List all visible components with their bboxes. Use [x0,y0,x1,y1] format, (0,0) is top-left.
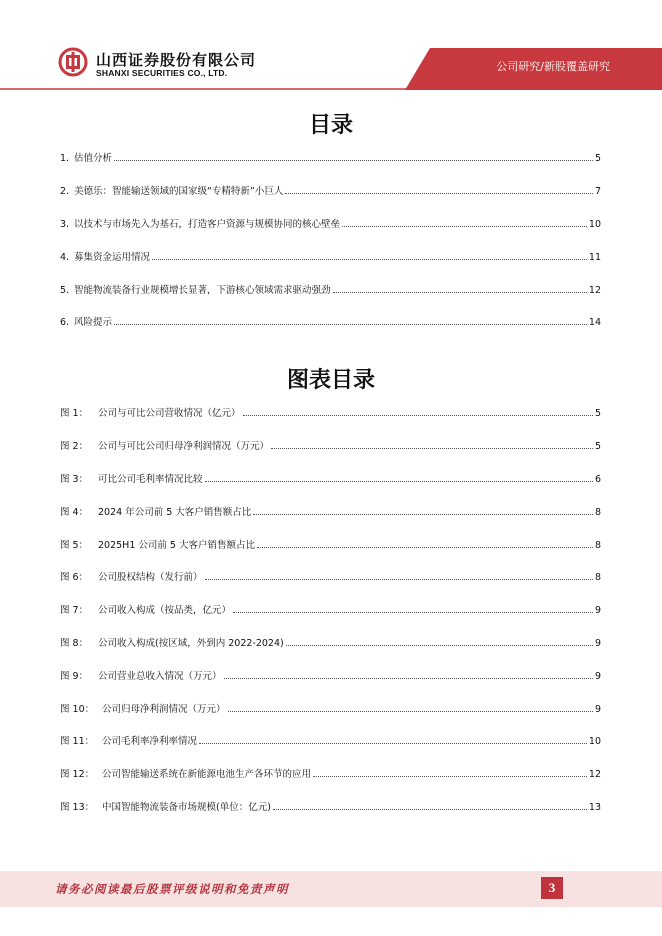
toc-item-number: 2. [60,186,70,197]
dot-leader [205,578,593,580]
figure-item-page: 13 [588,802,601,813]
figure-item-number: 图 9： [60,671,89,682]
page-number: 3 [541,877,563,899]
toc-item-number: 4. [60,252,70,263]
dot-leader [313,775,587,777]
figure-item-number: 图 12： [60,769,95,780]
dot-leader [257,546,593,548]
figure-item-label: 公司与可比公司营收情况（亿元） [98,408,241,419]
toc-item-page: 5 [594,153,601,164]
figure-item-page: 10 [588,736,601,747]
toc-item-2[interactable] [60,183,601,197]
company-name-en: SHANXI SECURITIES CO., LTD. [96,68,228,78]
figure-item-page: 9 [594,671,601,682]
figure-item-7[interactable] [60,602,601,616]
toc-item-label: 以技术与市场先入为基石，打造客户资源与规模协同的核心壁垒 [74,219,341,230]
toc-item-1[interactable] [60,150,601,164]
toc-item-number: 5. [60,285,70,296]
figures-title: 图表目录 [286,367,375,393]
report-type-label: 公司研究/新股覆盖研究 [496,60,610,73]
figure-item-number: 图 5： [60,540,89,551]
dot-leader [286,644,593,646]
toc-item-page: 12 [588,285,601,296]
dot-leader [205,480,593,482]
figure-item-page: 8 [594,540,601,551]
toc-item-6[interactable] [60,314,601,328]
figure-item-page: 8 [594,572,601,583]
figure-item-6[interactable] [60,569,601,583]
figure-item-11[interactable] [60,733,601,747]
figure-item-page: 9 [594,605,601,616]
toc-item-label: 美德乐：智能输送领域的国家级“专精特新”小巨人 [74,186,284,197]
dot-leader [342,225,587,227]
figure-item-page: 6 [594,474,601,485]
figure-item-number: 图 7： [60,605,89,616]
toc-item-label: 风险提示 [74,317,113,328]
figure-item-label: 公司与可比公司归母净利润情况（万元） [98,441,270,452]
company-logo-icon [58,47,88,77]
dot-leader [228,710,593,712]
figure-item-label: 公司归母净利润情况（万元） [102,704,226,715]
toc-item-5[interactable] [60,282,601,296]
figure-item-label: 公司智能输送系统在新能源电池生产各环节的应用 [102,769,312,780]
figure-item-8[interactable] [60,635,601,649]
figure-item-label: 可比公司毛利率情况比较 [98,474,203,485]
toc-item-page: 10 [588,219,601,230]
figure-item-1[interactable] [60,405,601,419]
toc-item-number: 6. [60,317,70,328]
toc-item-page: 11 [588,252,601,263]
disclaimer-notice: 请务必阅读最后股票评级说明和免责声明 [55,882,289,896]
figure-item-number: 图 10： [60,704,95,715]
toc-item-label: 估值分析 [74,153,113,164]
toc-item-label: 智能物流装备行业规模增长显著，下游核心领域需求驱动强劲 [74,285,331,296]
figure-item-label: 公司收入构成(按区域，外到内 2022-2024) [98,638,284,649]
figure-item-number: 图 8： [60,638,89,649]
figure-item-10[interactable] [60,701,601,715]
figure-item-number: 图 1： [60,408,89,419]
figure-item-label: 2025H1 公司前 5 大客户销售额占比 [98,540,255,551]
figure-item-number: 图 11： [60,736,95,747]
dot-leader [152,258,587,260]
company-name-cn: 山西证券股份有限公司 [96,51,257,69]
figure-item-number: 图 13： [60,802,95,813]
figure-item-label: 公司营业总收入情况（万元） [98,671,222,682]
figure-item-4[interactable] [60,504,601,518]
figure-item-label: 2024 年公司前 5 大客户销售额占比 [98,507,252,518]
dot-leader [271,447,593,449]
figure-item-number: 图 6： [60,572,89,583]
figure-item-5[interactable] [60,537,601,551]
figure-item-page: 5 [594,441,601,452]
figure-item-number: 图 3： [60,474,89,485]
toc-item-page: 7 [594,186,601,197]
dot-leader [233,611,593,613]
dot-leader [253,513,593,515]
page-footer [0,871,662,907]
figure-item-3[interactable] [60,471,601,485]
figure-item-label: 中国智能物流装备市场规模(单位：亿元) [102,802,271,813]
figure-item-2[interactable] [60,438,601,452]
figure-item-12[interactable] [60,766,601,780]
figure-item-label: 公司毛利率净利率情况 [102,736,198,747]
dot-leader [114,323,587,325]
dot-leader [285,192,593,194]
figure-item-label: 公司收入构成（按品类，亿元） [98,605,232,616]
toc-item-3[interactable] [60,216,601,230]
dot-leader [114,159,593,161]
figure-item-page: 5 [594,408,601,419]
toc-item-label: 募集资金运用情况 [74,252,151,263]
figure-item-label: 公司股权结构（发行前） [98,572,203,583]
figure-item-page: 9 [594,704,601,715]
toc-item-4[interactable] [60,249,601,263]
figure-item-page: 12 [588,769,601,780]
figure-item-number: 图 2： [60,441,89,452]
dot-leader [273,808,587,810]
page-header [0,0,662,90]
figure-item-page: 9 [594,638,601,649]
dot-leader [199,742,587,744]
dot-leader [224,677,593,679]
toc-title: 目录 [308,112,353,138]
figure-item-number: 图 4： [60,507,89,518]
toc-item-number: 3. [60,219,70,230]
dot-leader [243,414,593,416]
toc-item-number: 1. [60,153,70,164]
figure-item-9[interactable] [60,668,601,682]
figure-item-13[interactable] [60,799,601,813]
toc-item-page: 14 [588,317,601,328]
figure-item-page: 8 [594,507,601,518]
dot-leader [333,291,587,293]
